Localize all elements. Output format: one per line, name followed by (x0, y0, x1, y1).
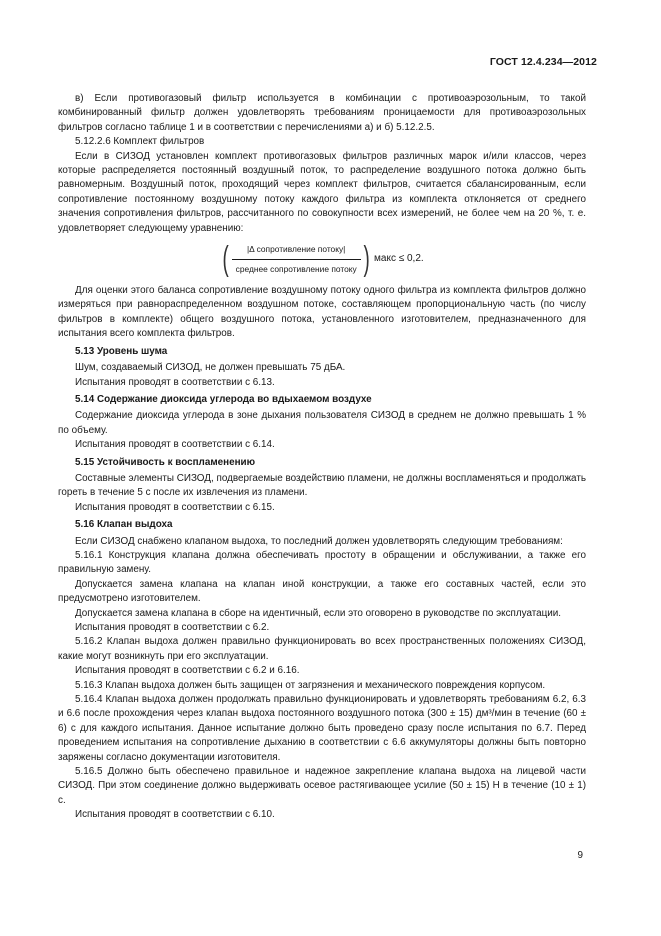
section-title-5-14: 5.14 Содержание диоксида углерода во вдыхаемом воздухе (75, 393, 372, 405)
right-paren: ) (363, 240, 370, 279)
section-title-5-13: 5.13 Уровень шума (75, 345, 168, 357)
paragraph: Содержание диоксида углерода в зоне дыхания пользователя СИЗОД в среднем не должно превышать 1 % по объему. (58, 410, 586, 436)
paragraph: Испытания проводят в соответствии с 6.13. (75, 376, 275, 388)
left-paren: ( (222, 240, 230, 279)
paragraph: 5.16.5 Должно быть обеспечено правильное и надежное закрепление клапана выдоха на лицевой части СИЗОД. При этом соединение должно выдерживать осевое растягивающее усилие (50 ± 15) Н в течение (10 ± 1) с. (58, 766, 586, 806)
paragraph: 5.16.4 Клапан выдоха должен продолжать правильно функционировать и удовлетворять требованиям 6.2, 6.3 и 6.6 после прохождения через клапан выдоха постоянного воздушного потока (300 ± 15) дм³/мин в течение (60 ± 6) с для каждого испытания. Данное испытание должно быть проведено сразу после испытания по 6.7. Перед проведением испытания на сопротивление дыханию в соответствии с 6.6 аккумуляторы должны быть повторно заряжены согласно документации изготовителя. (58, 694, 586, 763)
fraction (232, 242, 361, 276)
paragraph: Испытания проводят в соответствии с 6.14. (75, 439, 275, 451)
formula-condition: макс ≤ 0,2. (374, 252, 424, 264)
page-number: 9 (577, 850, 583, 861)
paragraph: 5.16.3 Клапан выдоха должен быть защищен от загрязнения и механического повреждения корпусом. (75, 679, 546, 691)
paragraph: Испытания проводят в соответствии с 6.2 и 6.16. (75, 665, 300, 677)
section-title-5-16: 5.16 Клапан выдоха (75, 519, 173, 531)
paragraph: Шум, создаваемый СИЗОД, не должен превышать 75 дБА. (75, 362, 346, 374)
paragraph: Если СИЗОД снабжено клапаном выдоха, то последний должен удовлетворять следующим требованиям: (75, 535, 563, 547)
paragraph: Для оценки этого баланса сопротивление воздушному потоку одного фильтра из комплекта фильтров должно измеряться при равнораспределенном воздушном потоке, составляющем пропорциональную часть (по числу фильтров в комплекте) общего воздушного потока, установленного изготовителем, предназначенного для испытания всего комплекта фильтров. (58, 285, 586, 340)
paragraph: Испытания проводят в соответствии с 6.10. (75, 809, 275, 821)
paragraph: Испытания проводят в соответствии с 6.15. (75, 501, 275, 513)
paragraph: Допускается замена клапана в сборе на идентичный, если это оговорено в руководстве по эксплуатации. (75, 607, 562, 619)
paragraph: Испытания проводят в соответствии с 6.2. (75, 622, 270, 633)
subsection-title: 5.12.2.6 Комплект фильтров (75, 136, 205, 148)
formula-numerator: |Δ сопротивление потоку| (246, 244, 346, 255)
standard-header: ГОСТ 12.4.234—2012 (489, 56, 597, 68)
paragraph: 5.16.2 Клапан выдоха должен правильно функционировать во всех пространственных положениях СИЗОД, какие могут возникнуть при его эксплуатации. (58, 636, 586, 662)
section-title-5-15: 5.15 Устойчивость к воспламенению (75, 456, 256, 468)
paragraph: Если в СИЗОД установлен комплект противогазовых фильтров различных марок и/или классов, через которые распределяется постоянный воздушный поток, то распределение воздушного потока должно быть равномерным. Воздушный поток, проходящий через комплект фильтров, считается сбалансированным, если сопротивление постоянному воздушному потоку каждого фильтра из комплекта отклоняется от среднего значения сопротивления фильтров, рассчитанного по совокупности всех измерений, не более чем на 20 %, т. е. удовлетворяет следующему уравнению: (58, 150, 586, 234)
paragraph: в) Если противогазовый фильтр используется в комбинации с противоаэрозольным, то такой комбинированный фильтр должен удовлетворять требованиям проницаемости для противоаэрозольных фильтров согласно таблице 1 и в соответствии с перечислениями а) и б) 5.12.2.5. (58, 93, 586, 133)
paragraph: Допускается замена клапана на клапан иной конструкции, а также его составных частей, если это предусмотрено изготовителем. (58, 578, 586, 605)
balance-formula (58, 240, 586, 278)
formula-denominator: среднее сопротивление потоку (235, 263, 357, 274)
document-body (58, 92, 586, 823)
paragraph: 5.16.1 Конструкция клапана должна обеспечивать простоту в обращении и обслуживании, а также его правильную замену. (58, 549, 586, 576)
paragraph: Составные элементы СИЗОД, подвергаемые воздействию пламени, не должны воспламеняться и продолжать гореть в течение 5 с после их извлечения из пламени. (58, 472, 586, 499)
